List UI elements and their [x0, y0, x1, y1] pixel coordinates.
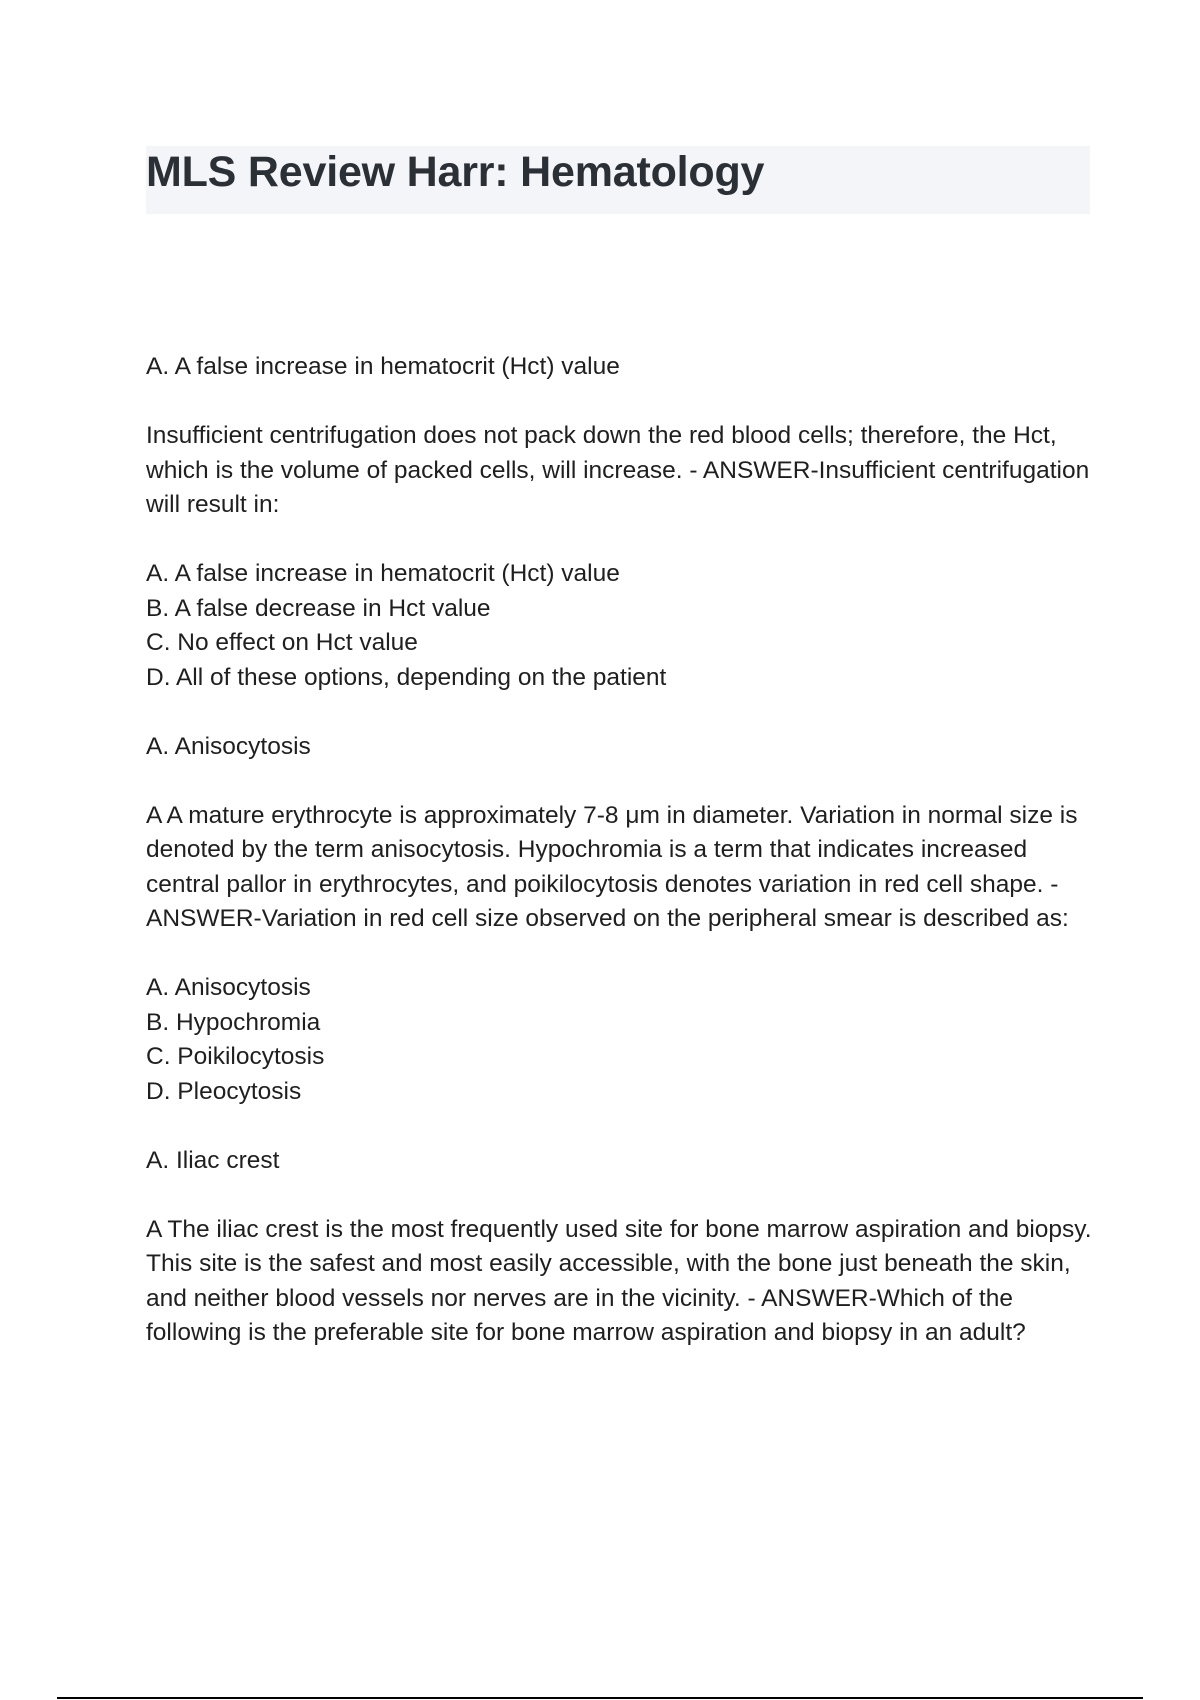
page-title: MLS Review Harr: Hematology: [146, 148, 765, 196]
options-list: [146, 557, 1092, 695]
answer-text: A. Iliac crest: [146, 1146, 280, 1174]
option-item: C. Poikilocytosis: [146, 1043, 325, 1070]
option-item: A. A false increase in hematocrit (Hct) value: [146, 560, 620, 587]
answer-text: A. A false increase in hematocrit (Hct) value: [146, 353, 620, 380]
footer-divider: [57, 1697, 1143, 1699]
explanation-text: Insufficient centrifugation does not pack down the red blood cells; therefore, the Hct, which is the volume of packed cells, will increase. - ANSWER-Insufficient centrifugation will result in:: [146, 422, 1090, 518]
document-body: [146, 350, 1092, 1385]
option-item: D. Pleocytosis: [146, 1077, 302, 1105]
explanation-text: A A mature erythrocyte is approximately 7-8 μm in diameter. Variation in normal size is denoted by the term anisocytosis. Hypochromia is a term that indicates increased central pallor in erythrocytes, and poikilocytosis denotes variation in red cell shape. - ANSWER-Variation in red cell size observed on the peripheral smear is described as:: [146, 801, 1078, 932]
option-item: C. No effect on Hct value: [146, 629, 418, 656]
option-item: B. Hypochromia: [146, 1008, 321, 1036]
options-list: [146, 971, 1092, 1109]
option-item: D. All of these options, depending on the patient: [146, 663, 667, 691]
option-item: B. A false decrease in Hct value: [146, 594, 491, 622]
explanation-text: A The iliac crest is the most frequently used site for bone marrow aspiration and biopsy. This site is the safest and most easily accessible, with the bone just beneath the skin, and neither blood vessels nor nerves are in the vicinity. - ANSWER-Which of the following is the preferable site for bone marrow aspiration and biopsy in an adult?: [146, 1215, 1092, 1346]
answer-text: A. Anisocytosis: [146, 732, 311, 760]
option-item: A. Anisocytosis: [146, 974, 311, 1001]
